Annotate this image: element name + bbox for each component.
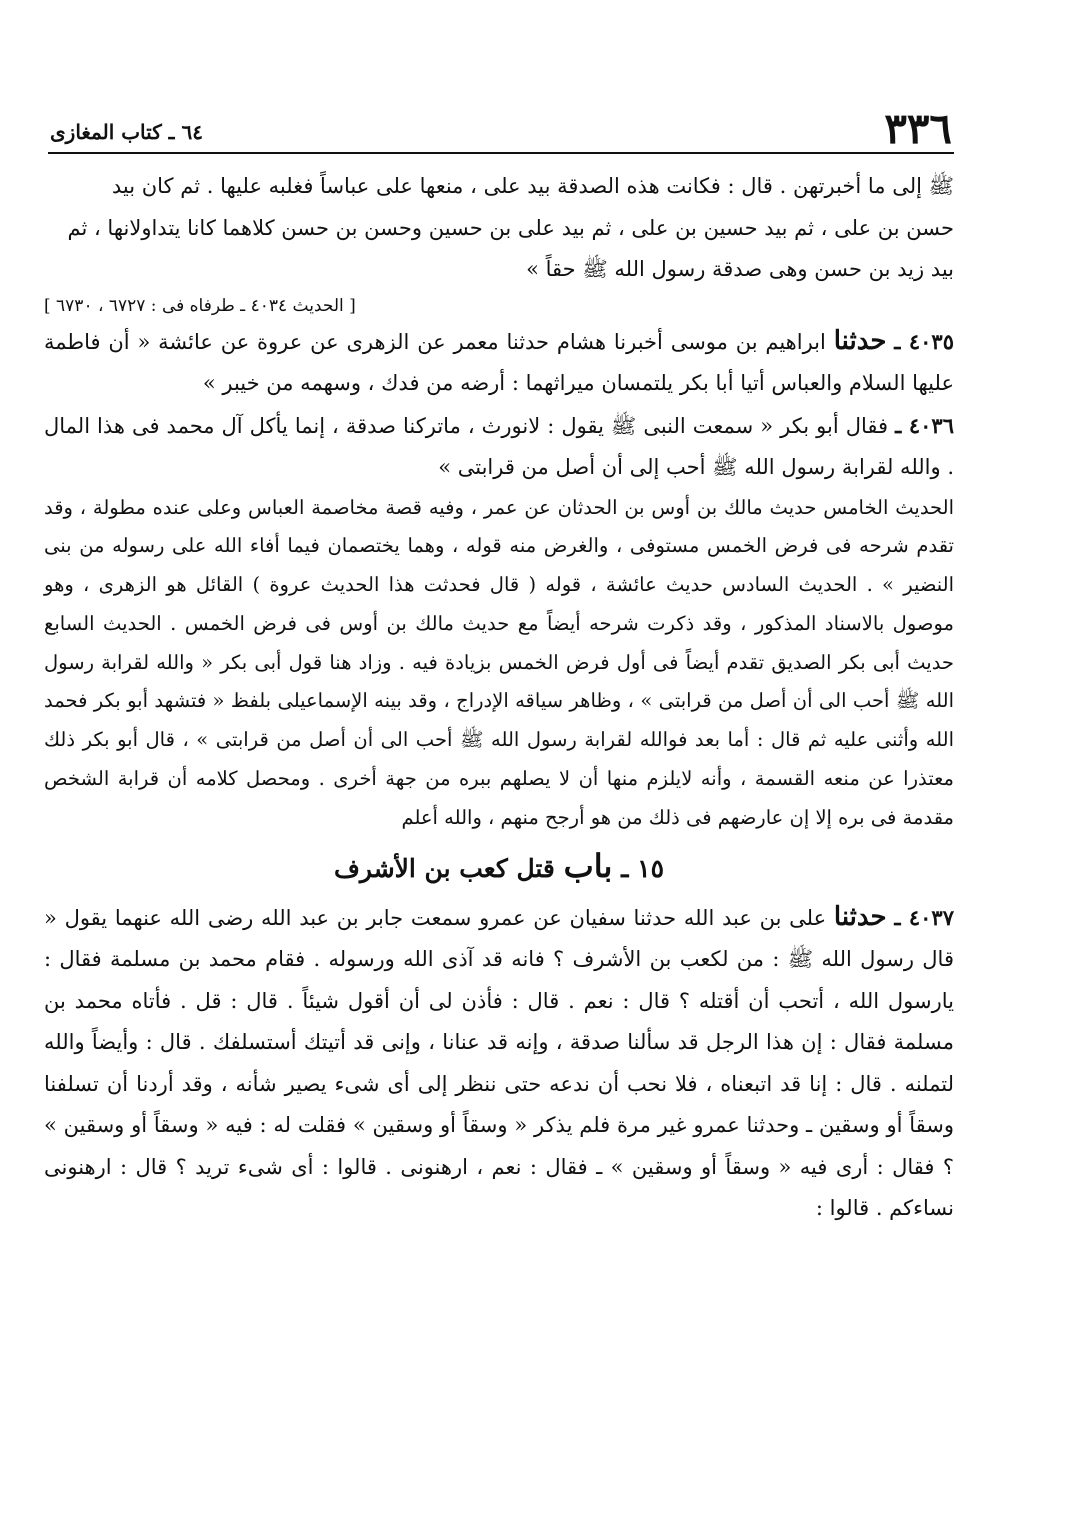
chapter-bab: باب <box>563 846 613 885</box>
commentary: الحديث الخامس حديث مالك بن أوس بن الحدثان عن عمر ، وفيه قصة مخاصمة العباس وعلى عنده مطولة ، وقد تقدم شرحه فى فرض الخمس مستوفى ، والغرض منه قوله ، وهما يختصمان فيما أفاء الله على رسوله من بنى النضير » . الحديث السادس حديث عائشة ، قوله ( قال فحدثت هذا الحديث عروة ) القائل هو الزهرى ، وهو موصول بالاسناد المذكور ، وقد ذكرت شرحه أيضاً مع حديث مالك بن أوس فى فرض الخمس . الحديث السابع حديث أبى بكر الصديق تقدم أيضاً فى أول فرض الخمس بزيادة فيه . وزاد هنا قول أبى بكر « والله لقرابة رسول الله ﷺ أحب الى أن أصل من قرابتى » ، وظاهر سياقه الإدراج ، وقد بينه الإسماعيلى بلفظ « فتشهد أبو بكر فحمد الله وأثنى عليه ثم قال : أما بعد فوالله لقرابة رسول الله ﷺ أحب الى أن أصل من قرابتى » ، قال أبو بكر ذلك معتذرا عن منعه القسمة ، وأنه لايلزم منها أن لا يصلهم ببره من جهة أخرى . ومحصل كلامه أن قرابة الشخص مقدمة فى بره إلا إن عارضهم فى ذلك من هو أرجح منهم ، والله أعلم <box>44 495 954 829</box>
hadith-text: فقال أبو بكر « سمعت النبى ﷺ يقول : لانورث ، ماتركنا صدقة ، إنما يأكل آل محمد فى هذا المال . والله لقرابة رسول الله ﷺ أحب إلى أن أصل من قرابتى » <box>44 413 954 479</box>
hadith-number: ٤٠٣٦ ـ <box>895 412 954 438</box>
page-header <box>50 104 952 153</box>
hadith-text: ابراهيم بن موسى أخبرنا هشام حدثنا معمر عن الزهرى عن عروة عن عائشة « أن فاطمة عليها السلام والعباس أتيا أبا بكر يلتمسان ميراثهما : أرضه من فدك ، وسهمه من خيبر » <box>44 329 954 395</box>
header-divider <box>48 152 954 154</box>
haddatha-word: حدثنا <box>833 325 887 356</box>
hadith-number: ٤٠٣٧ ـ <box>894 904 954 930</box>
hadith-4036 <box>44 405 954 489</box>
chapter-title: قتل كعب بن الأشرف <box>333 853 555 883</box>
passage-line: ﷺ إلى ما أخبرتهن . قال : فكانت هذه الصدقة بيد على ، منعها على عباساً فغلبه عليها . ثم كان بيد <box>111 174 954 198</box>
hadith-text: على بن عبد الله حدثنا سفيان عن عمرو سمعت جابر بن عبد الله رضى الله عنهما يقول « قال رسول الله ﷺ : من لكعب بن الأشرف ؟ فانه قد آذى الله ورسوله . فقام محمد بن مسلمة فقال : يارسول الله ، أتحب أن أقتله ؟ قال : نعم . قال : فأذن لى أن أقول شيئاً . قال : قل . فأتاه محمد بن مسلمة فقال : إن هذا الرجل قد سألنا صدقة ، وإنه قد عنانا ، وإنى قد أتيتك أستسلفك . قال : وأيضاً والله لتملنه . قال : إنا قد اتبعناه ، فلا نحب أن ندعه حتى ننظر إلى أى شىء يصير شأنه ، وقد أردنا أن تسلفنا وسقاً أو وسقين ـ وحدثنا عمرو غير مرة فلم يذكر « وسقاً أو وسقين » فقلت له : فيه « وسقاً أو وسقين » ؟ فقال : أرى فيه « وسقاً أو وسقين » ـ فقال : نعم ، ارهنونى . قالوا : أى شىء تريد ؟ قال : ارهنونى نساءكم . قالوا : <box>44 905 954 1221</box>
page-body <box>44 166 954 1230</box>
hadith-4037 <box>44 897 954 1230</box>
hadith-number: ٤٠٣٥ ـ <box>894 328 954 354</box>
passage-line: حسن بن على ، ثم بيد حسين بن على ، ثم بيد على بن حسين وحسن بن حسن كلاهما كانا يتداولانها ، ثم <box>67 215 954 240</box>
hadith-4035 <box>44 321 954 405</box>
page-number: ٣٣٦ <box>884 104 952 153</box>
chapter-heading <box>44 844 954 891</box>
hadith-reference: [ الحديث ٤٠٣٤ ـ طرفاه فى : ٦٧٢٧ ، ٦٧٣٠ ] <box>44 295 356 316</box>
running-title: ٦٤ ـ كتاب المغازى <box>50 120 203 144</box>
haddatha-word: حدثنا <box>833 901 887 932</box>
chapter-number: ١٥ ـ <box>621 853 664 883</box>
passage-line: بيد زيد بن حسن وهى صدقة رسول الله ﷺ حقاً » <box>526 257 954 281</box>
